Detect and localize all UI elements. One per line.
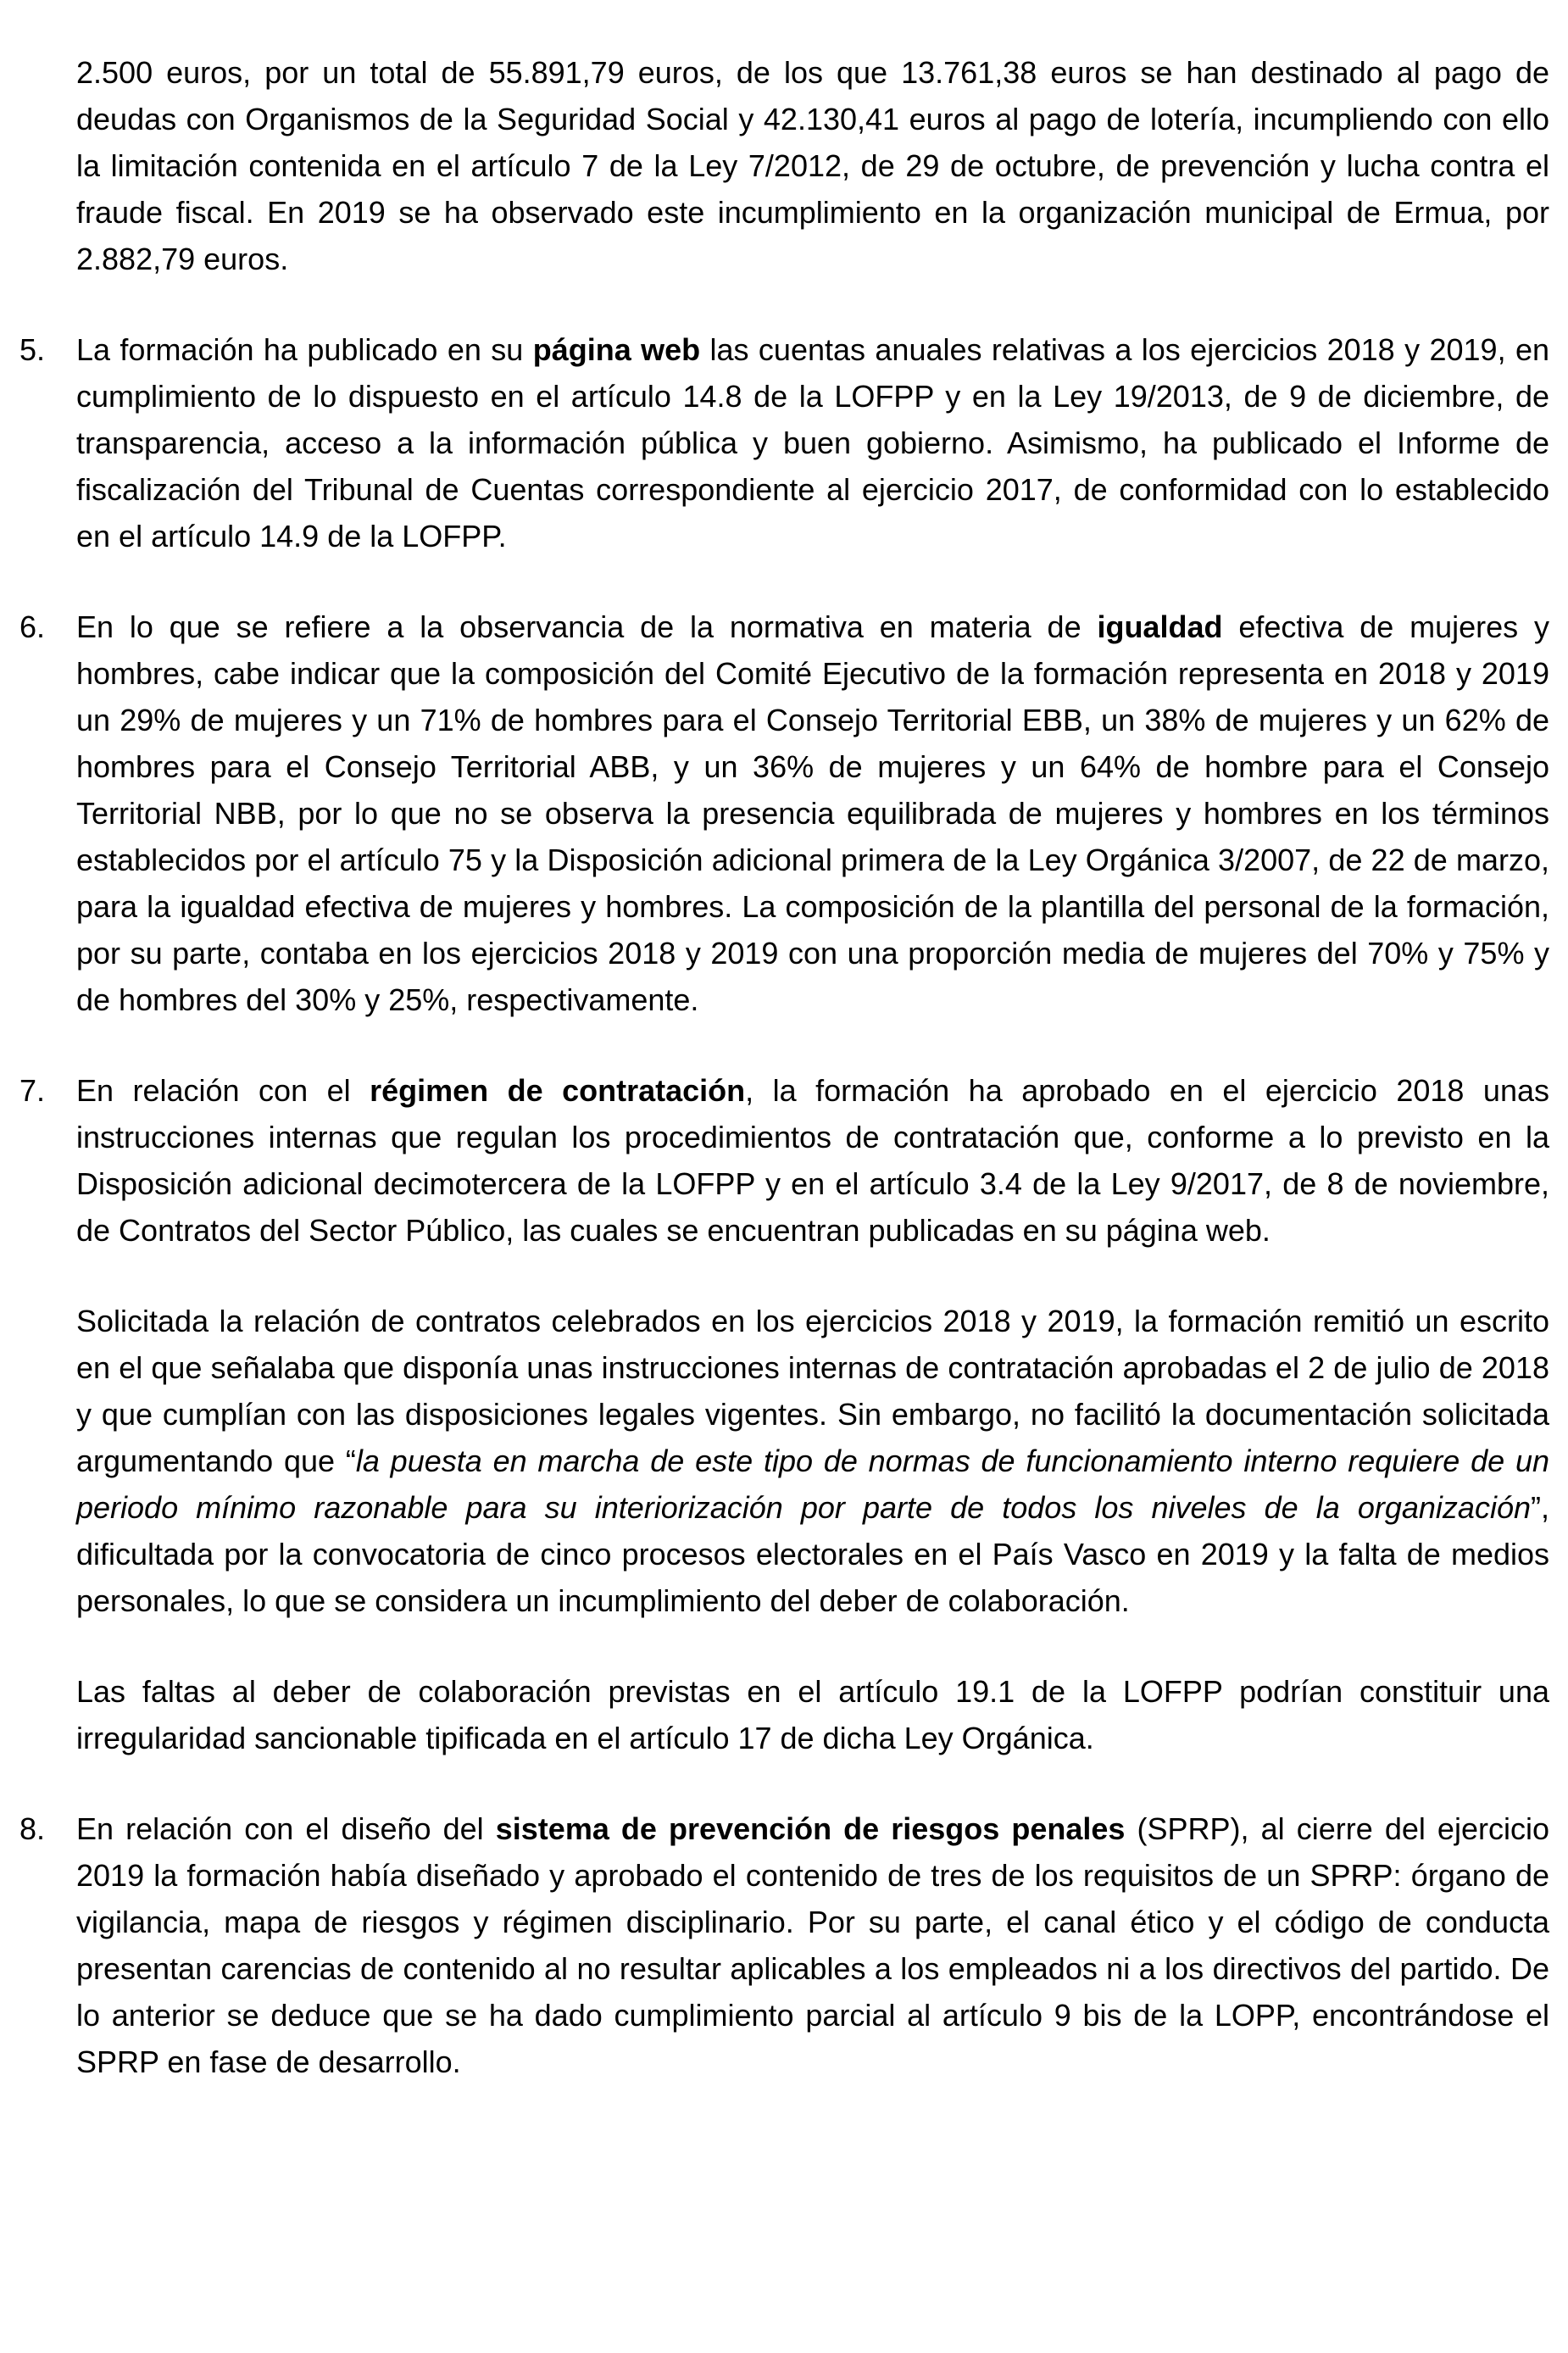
text-segment: La formación ha publicado en su [76,332,533,367]
text-segment: Solicitada la relación de contratos celebrados en los ejercicios 2018 y 2019, la formación remitió un escrito en el que señalaba que disponía unas instrucciones internas de contratación aprobadas el 2 de julio de 2018 y que cumplían con las disposiciones legales vigentes. Sin embargo, no facilitó la documentación solicitada argumentando que “ [76,1304,1549,1478]
list-item-6 [19,604,1550,1023]
bold-term-sistema-de-prevencion-de-riesgos-penales: sistema de prevención de riesgos penales [495,1811,1126,1846]
list-item-7 [19,1067,1549,1254]
text-segment: En relación con el diseño del [76,1811,496,1846]
bold-term-igualdad: igualdad [1097,609,1223,644]
list-item-6-number: 6. [19,609,46,644]
text-segment: 2.500 euros, por un total de 55.891,79 euros, de los que 13.761,38 euros se han destinado al pago de deudas con Organismos de la Seguridad Social y 42.130,41 euros al pago de lotería, incumpliendo con ello la limitación contenida en el artículo 7 de la Ley 7/2012, de 29 de octubre, de prevención y lucha contra el fraude fiscal. En 2019 se ha observado este incumplimiento en la organización municipal de Ermua, por 2.882,79 euros. [76,55,1549,276]
text-segment: En relación con el [76,1073,370,1108]
list-item-7-number: 7. [19,1073,46,1108]
list-item-7-continuation-1 [76,1298,1549,1624]
bold-term-pagina-web: página web [532,332,701,367]
text-segment: (SPRP), al cierre del ejercicio 2019 la formación había diseñado y aprobado el contenido de tres de los requisitos de un SPRP: órgano de vigilancia, mapa de riesgos y régimen disciplinario. Por su parte, el canal ético y el código de conducta presentan carencias de contenido al no resultar aplicables a los empleados ni a los directivos del partido. De lo anterior se deduce que se ha dado cumplimiento parcial al artículo 9 bis de la LOPP, encontrándose el SPRP en fase de desarrollo. [76,1811,1549,2079]
text-segment: las cuentas anuales relativas a los ejercicios 2018 y 2019, en cumplimiento de lo dispuesto en el artículo 14.8 de la LOFPP y en la Ley 19/2013, de 9 de diciembre, de transparencia, acceso a la información pública y buen gobierno. Asimismo, ha publicado el Informe de fiscalización del Tribunal de Cuentas correspondiente al ejercicio 2017, de conformidad con lo establecido en el artículo 14.9 de la LOFPP. [76,332,1550,553]
text-segment: Las faltas al deber de colaboración previstas en el artículo 19.1 de la LOFPP podrían constituir una irregularidad sancionable tipificada en el artículo 17 de dicha Ley Orgánica. [76,1674,1549,1755]
text-segment: ”, dificultada por la convocatoria de cinco procesos electorales en el País Vasco en 2019 y la falta de medios personales, lo que se considera un incumplimiento del deber de colaboración. [76,1490,1549,1618]
quoted-text: la puesta en marcha de este tipo de normas de funcionamiento interno requiere de un periodo mínimo razonable para su interiorización por parte de todos los niveles de la organización [76,1444,1549,1525]
list-item-8 [19,1805,1549,2085]
list-item-8-number: 8. [19,1811,46,1846]
text-segment: En lo que se refiere a la observancia de la normativa en materia de [76,609,1098,644]
text-segment: efectiva de mujeres y hombres, cabe indicar que la composición del Comité Ejecutivo de la formación representa en 2018 y 2019 un 29% de mujeres y un 71% de hombres para el Consejo Territorial EBB, un 38% de mujeres y un 62% de hombres para el Consejo Territorial ABB, y un 36% de mujeres y un 64% de hombre para el Consejo Territorial NBB, por lo que no se observa la presencia equilibrada de mujeres y hombres en los términos establecidos por el artículo 75 y la Disposición adicional primera de la Ley Orgánica 3/2007, de 22 de marzo, para la igualdad efectiva de mujeres y hombres. La composición de la plantilla del personal de la formación, por su parte, contaba en los ejercicios 2018 y 2019 con una proporción media de mujeres del 70% y 75% y de hombres del 30% y 25%, respectivamente. [76,609,1550,1017]
bold-term-regimen-de-contratacion: régimen de contratación [370,1073,746,1108]
paragraph-item4-continuation [76,49,1549,282]
list-item-5-number: 5. [19,332,46,367]
list-item-7-continuation-2 [76,1668,1549,1761]
text-segment: , la formación ha aprobado en el ejercicio 2018 unas instrucciones internas que regulan los procedimientos de contratación que, conforme a lo previsto en la Disposición adicional decimotercera de la LOFPP y en el artículo 3.4 de la Ley 9/2017, de 8 de noviembre, de Contratos del Sector Público, las cuales se encuentran publicadas en su página web. [76,1073,1549,1248]
list-item-5 [19,326,1550,559]
